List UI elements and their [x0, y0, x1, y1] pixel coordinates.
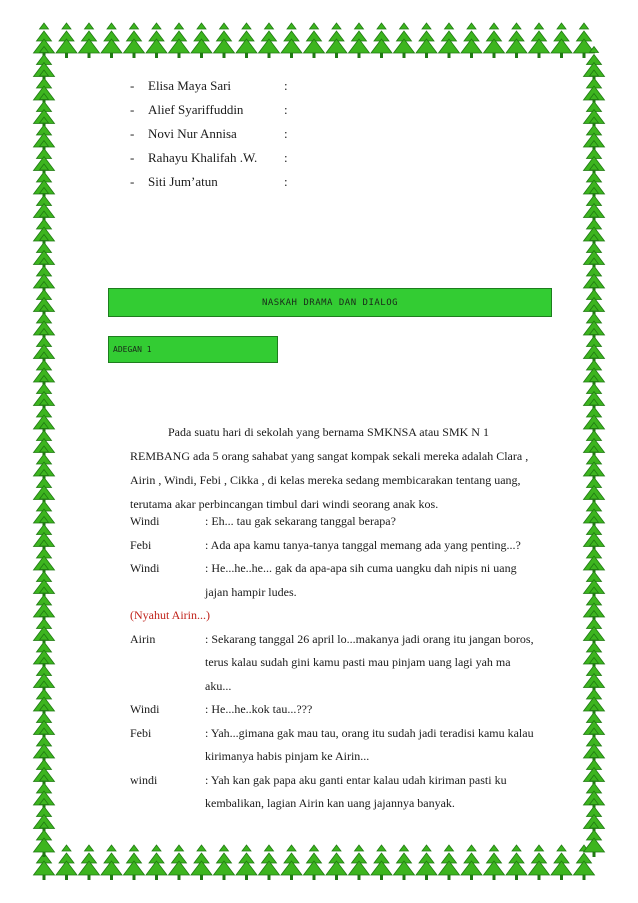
dialog-line: : Yah kan gak papa aku ganti entar kalau udah kiriman pasti ku — [205, 773, 507, 787]
christmas-tree-icon — [236, 845, 257, 880]
christmas-tree-icon — [551, 845, 572, 880]
christmas-tree-icon — [551, 23, 572, 58]
dialog-line: kirimanya habis pinjam ke Airin... — [205, 749, 370, 763]
christmas-tree-icon — [461, 845, 482, 880]
cast-list — [130, 78, 330, 198]
christmas-tree-icon — [236, 23, 257, 58]
christmas-tree-icon — [371, 845, 392, 880]
christmas-tree-icon — [439, 23, 460, 58]
cast-colon: : — [284, 150, 288, 165]
scene-label: ADEGAN 1 — [108, 336, 278, 363]
cast-row — [130, 78, 330, 102]
dialog-speaker: windi — [130, 773, 158, 787]
christmas-tree-icon — [146, 845, 167, 880]
cast-colon: : — [284, 126, 288, 141]
christmas-tree-icon — [461, 23, 482, 58]
dialog-line: : He...he..he... gak da apa-apa sih cuma uangku dah nipis ni uang — [205, 561, 517, 575]
title-banner: NASKAH DRAMA DAN DIALOG — [108, 288, 552, 317]
dialog-line: aku... — [205, 679, 232, 693]
christmas-tree-icon — [326, 845, 347, 880]
cast-dash: - — [130, 102, 135, 117]
cast-dash: - — [130, 174, 135, 189]
cast-name: Novi Nur Annisa — [148, 126, 237, 141]
stage-direction: (Nyahut Airin...) — [130, 608, 210, 622]
christmas-tree-icon — [169, 23, 190, 58]
christmas-tree-icon — [56, 23, 77, 58]
christmas-tree-icon — [124, 845, 145, 880]
intro-line: terutama akar perbincangan timbul dari windi seorang anak kos. — [130, 497, 439, 511]
cast-row — [130, 102, 330, 126]
christmas-tree-icon — [281, 23, 302, 58]
christmas-tree-icon — [304, 23, 325, 58]
dialog-line: : Eh... tau gak sekarang tanggal berapa? — [205, 514, 396, 528]
cast-dash: - — [130, 126, 135, 141]
cast-colon: : — [284, 78, 288, 93]
christmas-tree-icon — [349, 845, 370, 880]
christmas-tree-icon — [281, 845, 302, 880]
dialog-line: : Ada apa kamu tanya-tanya tanggal memang ada yang penting...? — [205, 538, 521, 552]
dialog-speaker: Windi — [130, 561, 160, 575]
christmas-tree-icon — [416, 23, 437, 58]
christmas-tree-icon — [416, 845, 437, 880]
dialog-line: terus kalau sudah gini kamu pasti mau pinjam uang lagi yah ma — [205, 655, 511, 669]
christmas-tree-icon — [259, 23, 280, 58]
christmas-tree-icon — [146, 23, 167, 58]
dialog-speaker: Febi — [130, 726, 152, 740]
cast-dash: - — [130, 78, 135, 93]
christmas-tree-icon — [124, 23, 145, 58]
cast-row — [130, 150, 330, 174]
christmas-tree-icon — [191, 845, 212, 880]
dialog-speaker: Febi — [130, 538, 152, 552]
dialog-speaker: Windi — [130, 702, 160, 716]
christmas-tree-icon — [439, 845, 460, 880]
cast-name: Siti Jum’atun — [148, 174, 218, 189]
christmas-tree-icon — [484, 845, 505, 880]
christmas-tree-icon — [484, 23, 505, 58]
cast-row — [130, 174, 330, 198]
christmas-tree-icon — [371, 23, 392, 58]
cast-name: Elisa Maya Sari — [148, 78, 232, 93]
dialog-line: : Yah...gimana gak mau tau, orang itu sudah jadi teradisi kamu kalau — [205, 726, 534, 740]
christmas-tree-icon — [259, 845, 280, 880]
christmas-tree-icon — [529, 845, 550, 880]
dialog-line: : He...he..kok tau...??? — [205, 702, 313, 716]
dialog-speaker: Windi — [130, 514, 160, 528]
christmas-tree-icon — [79, 845, 100, 880]
christmas-tree-icon — [191, 23, 212, 58]
intro-line: Pada suatu hari di sekolah yang bernama SMKNSA atau SMK N 1 — [168, 425, 489, 439]
cast-row — [130, 126, 330, 150]
intro-line: Airin , Windi, Febi , Cikka , di kelas mereka sedang membicarakan tentang uang, — [130, 473, 521, 487]
cast-colon: : — [284, 102, 288, 117]
dialog-line: jajan hampir ludes. — [205, 585, 297, 599]
cast-name: Alief Syariffuddin — [148, 102, 244, 117]
dialog-line: : Sekarang tanggal 26 april lo...makanya jadi orang itu jangan boros, — [205, 632, 534, 646]
christmas-tree-icon — [506, 23, 527, 58]
christmas-tree-icon — [214, 845, 235, 880]
intro-line: REMBANG ada 5 orang sahabat yang sangat kompak sekali mereka adalah Clara , — [130, 449, 529, 463]
dialog-speaker: Airin — [130, 632, 156, 646]
christmas-tree-icon — [79, 23, 100, 58]
christmas-tree-icon — [506, 845, 527, 880]
christmas-tree-icon — [101, 23, 122, 58]
cast-dash: - — [130, 150, 135, 165]
christmas-tree-icon — [349, 23, 370, 58]
cast-colon: : — [284, 174, 288, 189]
christmas-tree-icon — [394, 845, 415, 880]
christmas-tree-icon — [326, 23, 347, 58]
christmas-tree-icon — [101, 845, 122, 880]
dialog-line: kembalikan, lagian Airin kan uang jajannya banyak. — [205, 796, 455, 810]
christmas-tree-icon — [56, 845, 77, 880]
christmas-tree-icon — [214, 23, 235, 58]
christmas-tree-icon — [304, 845, 325, 880]
cast-name: Rahayu Khalifah .W. — [148, 150, 258, 165]
christmas-tree-icon — [169, 845, 190, 880]
christmas-tree-icon — [529, 23, 550, 58]
christmas-tree-icon — [394, 23, 415, 58]
